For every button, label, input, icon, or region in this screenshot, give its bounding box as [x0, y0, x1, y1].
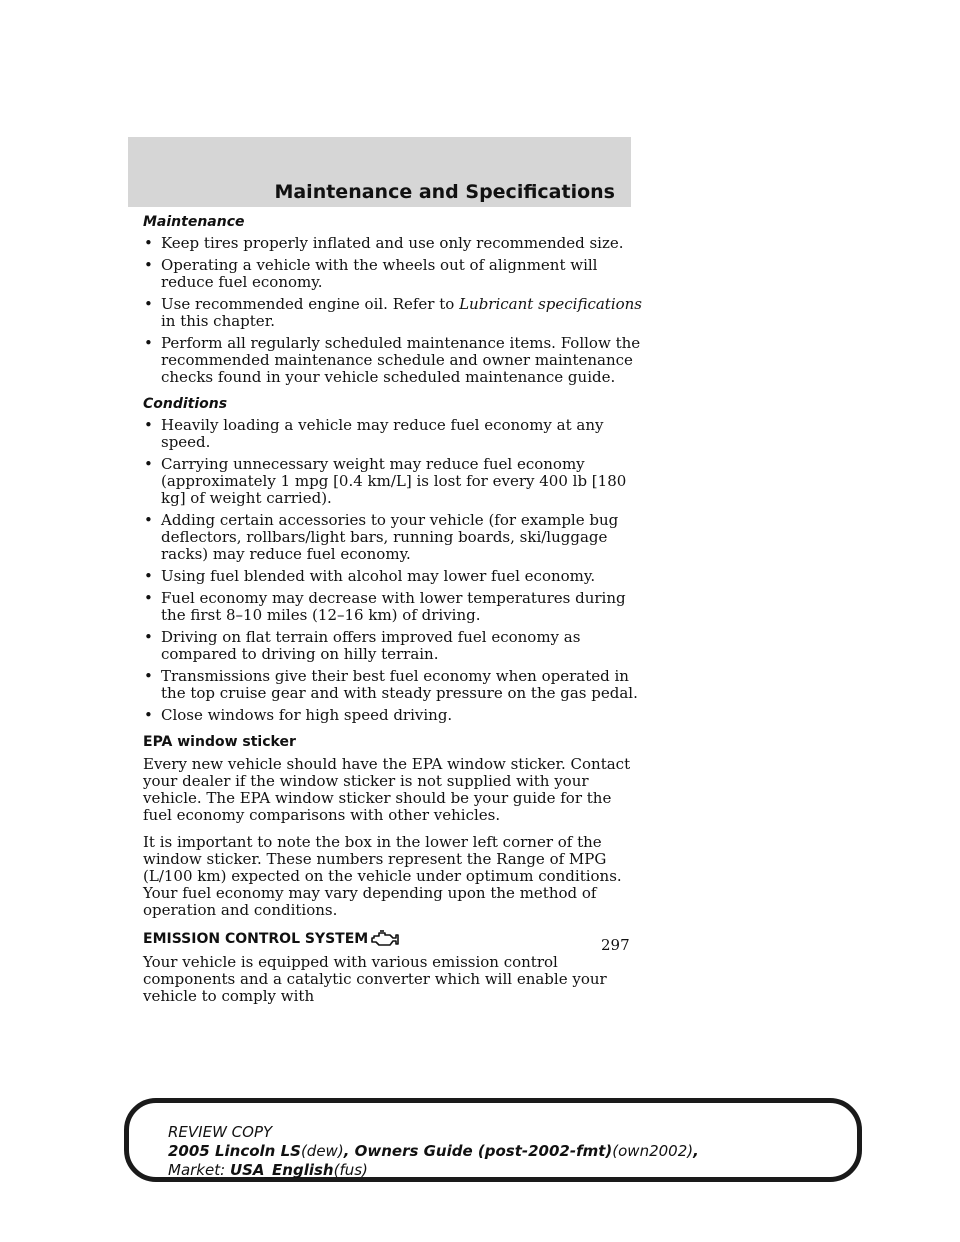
list-item: • Operating a vehicle with the wheels out of alignment will reduce fuel economy. — [143, 257, 643, 291]
page-number: 297 — [601, 936, 630, 954]
list-item: • Using fuel blended with alcohol may lower fuel economy. — [143, 568, 643, 585]
emission-paragraph: Your vehicle is equipped with various emission control components and a catalytic converter which will enable your vehicle to comply with — [143, 953, 607, 1005]
maintenance-heading: Maintenance — [143, 214, 245, 230]
review-line-3: Market: USA_English(fus) — [168, 1161, 368, 1179]
list-item: • Carrying unnecessary weight may reduce fuel economy (approximately 1 mpg [0.4 km/L] is lost for every 400 lb [180 kg] of weight carried). — [143, 456, 643, 507]
list-item: • Fuel economy may decrease with lower temperatures during the first 8–10 miles (12–16 km) of driving. — [143, 590, 643, 624]
conditions-list — [143, 417, 643, 724]
list-item: • Transmissions give their best fuel economy when operated in the top cruise gear and with steady pressure on the gas pedal. — [143, 668, 643, 702]
page-content — [143, 214, 643, 1015]
list-item: • Keep tires properly inflated and use only recommended size. — [143, 235, 643, 252]
review-line-2: 2005 Lincoln LS(dew), Owners Guide (post-2002-fmt)(own2002), — [168, 1142, 699, 1160]
review-copy-text — [168, 1123, 699, 1180]
epa-paragraph: It is important to note the box in the lower left corner of the window sticker. These numbers represent the Range of MPG (L/100 km) expected on the vehicle under optimum conditions. Your fuel economy may vary depending upon the method of operation and conditions. — [143, 833, 622, 919]
list-item — [143, 296, 643, 330]
list-item: • Adding certain accessories to your vehicle (for example bug deflectors, rollbars/light bars, running boards, ski/luggage racks) may reduce fuel economy. — [143, 512, 643, 563]
list-item: • Perform all regularly scheduled maintenance items. Follow the recommended maintenance schedule and owner maintenance checks found in your vehicle scheduled maintenance guide. — [143, 335, 643, 386]
oil-text-end: in this chapter. — [161, 312, 275, 330]
lubricant-specifications-ref: Lubricant specifications — [459, 295, 643, 313]
maintenance-list — [143, 235, 643, 386]
emission-heading-text: EMISSION CONTROL SYSTEM — [143, 930, 369, 947]
review-copy-box — [124, 1098, 862, 1182]
page-header-title: Maintenance and Specifications — [274, 181, 615, 203]
conditions-heading: Conditions — [143, 396, 228, 412]
epa-heading: EPA window sticker — [143, 734, 296, 750]
list-item: • Heavily loading a vehicle may reduce fuel economy at any speed. — [143, 417, 643, 451]
list-item: • Driving on flat terrain offers improved fuel economy as compared to driving on hilly terrain. — [143, 629, 643, 663]
review-line-1: REVIEW COPY — [168, 1123, 273, 1141]
emission-heading — [143, 929, 643, 949]
epa-paragraph: Every new vehicle should have the EPA window sticker. Contact your dealer if the window sticker is not supplied with your vehicle. The EPA window sticker should be your guide for the fuel economy comparisons with other vehicles. — [143, 755, 631, 824]
oil-text: Use recommended engine oil. Refer to — [161, 295, 460, 313]
engine-icon — [370, 929, 400, 949]
list-item: • Close windows for high speed driving. — [143, 707, 643, 724]
header-band — [128, 137, 631, 207]
